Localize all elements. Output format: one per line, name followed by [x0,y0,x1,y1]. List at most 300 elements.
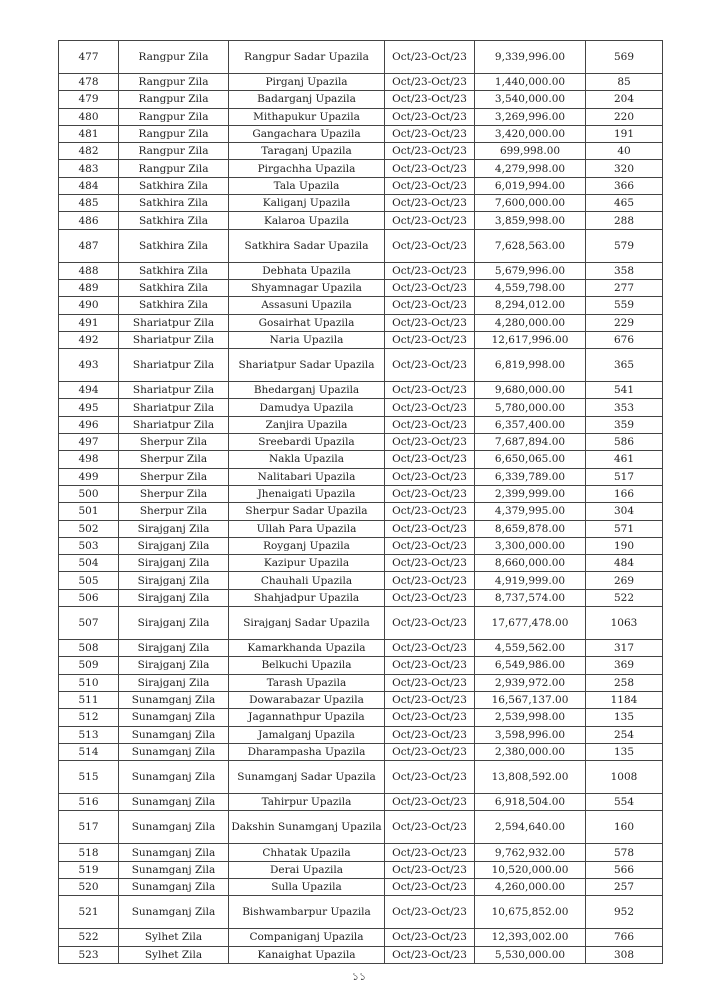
zila-cell: Satkhira Zila [119,262,229,279]
count-cell: 952 [586,896,663,929]
upazila-cell: Nalitabari Upazila [229,468,385,485]
table-row [59,657,663,674]
amount-cell: 4,379,995.00 [475,503,586,520]
count-cell: 269 [586,572,663,589]
table-row [59,555,663,572]
upazila-cell: Pirgachha Upazila [229,160,385,177]
table-row [59,349,663,382]
page-number: ১১ [351,970,367,983]
serial-cell: 487 [59,229,119,262]
upazila-cell: Chauhali Upazila [229,572,385,589]
table-body [59,41,663,964]
table-row [59,434,663,451]
zila-cell: Satkhira Zila [119,195,229,212]
zila-cell: Sirajganj Zila [119,640,229,657]
amount-cell: 10,675,852.00 [475,896,586,929]
count-cell: 579 [586,229,663,262]
count-cell: 229 [586,314,663,331]
period-cell: Oct/23-Oct/23 [385,709,475,726]
upazila-cell: Chhatak Upazila [229,844,385,861]
upazila-cell: Jhenaigati Upazila [229,485,385,502]
period-cell: Oct/23-Oct/23 [385,640,475,657]
amount-cell: 8,660,000.00 [475,555,586,572]
period-cell: Oct/23-Oct/23 [385,674,475,691]
amount-cell: 9,680,000.00 [475,382,586,399]
table-row [59,399,663,416]
serial-cell: 502 [59,520,119,537]
upazila-cell: Belkuchi Upazila [229,657,385,674]
amount-cell: 1,440,000.00 [475,74,586,91]
count-cell: 358 [586,262,663,279]
upazila-cell: Assasuni Upazila [229,297,385,314]
amount-cell: 8,737,574.00 [475,589,586,606]
table-row [59,743,663,760]
table-row [59,674,663,691]
period-cell: Oct/23-Oct/23 [385,416,475,433]
period-cell: Oct/23-Oct/23 [385,434,475,451]
period-cell: Oct/23-Oct/23 [385,811,475,844]
table-row [59,468,663,485]
upazila-cell: Tarash Upazila [229,674,385,691]
upazila-cell: Shyamnagar Upazila [229,279,385,296]
amount-cell: 3,269,996.00 [475,108,586,125]
upazila-cell: Sherpur Sadar Upazila [229,503,385,520]
serial-cell: 510 [59,674,119,691]
zila-cell: Shariatpur Zila [119,416,229,433]
amount-cell: 12,617,996.00 [475,331,586,348]
period-cell: Oct/23-Oct/23 [385,451,475,468]
upazila-cell: Zanjira Upazila [229,416,385,433]
table-row [59,811,663,844]
amount-cell: 5,780,000.00 [475,399,586,416]
period-cell: Oct/23-Oct/23 [385,657,475,674]
zila-cell: Satkhira Zila [119,279,229,296]
amount-cell: 4,279,998.00 [475,160,586,177]
serial-cell: 520 [59,878,119,895]
table-row [59,41,663,74]
upazila-cell: Royganj Upazila [229,537,385,554]
zila-cell: Sherpur Zila [119,451,229,468]
upazila-cell: Rangpur Sadar Upazila [229,41,385,74]
table-row [59,314,663,331]
zila-cell: Satkhira Zila [119,177,229,194]
amount-cell: 4,559,562.00 [475,640,586,657]
zila-cell: Sherpur Zila [119,434,229,451]
count-cell: 461 [586,451,663,468]
upazila-cell: Taraganj Upazila [229,143,385,160]
serial-cell: 516 [59,794,119,811]
zila-cell: Rangpur Zila [119,160,229,177]
upazila-cell: Satkhira Sadar Upazila [229,229,385,262]
table-row [59,262,663,279]
period-cell: Oct/23-Oct/23 [385,74,475,91]
amount-cell: 3,300,000.00 [475,537,586,554]
count-cell: 517 [586,468,663,485]
count-cell: 85 [586,74,663,91]
amount-cell: 2,399,999.00 [475,485,586,502]
upazila-cell: Shahjadpur Upazila [229,589,385,606]
table-row [59,794,663,811]
upazila-cell: Ullah Para Upazila [229,520,385,537]
count-cell: 365 [586,349,663,382]
amount-cell: 6,819,998.00 [475,349,586,382]
table-row [59,160,663,177]
zila-cell: Shariatpur Zila [119,399,229,416]
count-cell: 220 [586,108,663,125]
upazila-cell: Jamalganj Upazila [229,726,385,743]
table-row [59,589,663,606]
period-cell: Oct/23-Oct/23 [385,143,475,160]
table-row [59,572,663,589]
serial-cell: 519 [59,861,119,878]
table-row [59,331,663,348]
table-row [59,844,663,861]
table-row [59,279,663,296]
amount-cell: 7,687,894.00 [475,434,586,451]
table-row [59,761,663,794]
count-cell: 190 [586,537,663,554]
amount-cell: 6,549,986.00 [475,657,586,674]
count-cell: 676 [586,331,663,348]
zila-cell: Sylhet Zila [119,929,229,946]
zila-cell: Sirajganj Zila [119,589,229,606]
table-row [59,503,663,520]
table-row [59,125,663,142]
table-row [59,520,663,537]
amount-cell: 13,808,592.00 [475,761,586,794]
count-cell: 586 [586,434,663,451]
zila-cell: Sunamganj Zila [119,761,229,794]
zila-cell: Sherpur Zila [119,503,229,520]
count-cell: 1184 [586,691,663,708]
zila-cell: Shariatpur Zila [119,314,229,331]
upazila-cell: Tala Upazila [229,177,385,194]
zila-cell: Sunamganj Zila [119,811,229,844]
period-cell: Oct/23-Oct/23 [385,399,475,416]
period-cell: Oct/23-Oct/23 [385,691,475,708]
zila-cell: Sunamganj Zila [119,726,229,743]
serial-cell: 513 [59,726,119,743]
upazila-cell: Sulla Upazila [229,878,385,895]
upazila-cell: Mithapukur Upazila [229,108,385,125]
amount-cell: 3,540,000.00 [475,91,586,108]
period-cell: Oct/23-Oct/23 [385,160,475,177]
period-cell: Oct/23-Oct/23 [385,485,475,502]
count-cell: 308 [586,946,663,963]
upazila-cell: Companiganj Upazila [229,929,385,946]
serial-cell: 503 [59,537,119,554]
count-cell: 166 [586,485,663,502]
serial-cell: 482 [59,143,119,160]
count-cell: 766 [586,929,663,946]
period-cell: Oct/23-Oct/23 [385,946,475,963]
count-cell: 369 [586,657,663,674]
amount-cell: 8,294,012.00 [475,297,586,314]
upazila-cell: Pirganj Upazila [229,74,385,91]
period-cell: Oct/23-Oct/23 [385,589,475,606]
upazila-cell: Damudya Upazila [229,399,385,416]
amount-cell: 5,679,996.00 [475,262,586,279]
count-cell: 320 [586,160,663,177]
serial-cell: 483 [59,160,119,177]
zila-cell: Sirajganj Zila [119,520,229,537]
period-cell: Oct/23-Oct/23 [385,844,475,861]
table-row [59,896,663,929]
upazila-cell: Debhata Upazila [229,262,385,279]
zila-cell: Satkhira Zila [119,212,229,229]
upazila-cell: Shariatpur Sadar Upazila [229,349,385,382]
serial-cell: 509 [59,657,119,674]
serial-cell: 517 [59,811,119,844]
amount-cell: 3,420,000.00 [475,125,586,142]
count-cell: 40 [586,143,663,160]
table-row [59,861,663,878]
amount-cell: 7,628,563.00 [475,229,586,262]
period-cell: Oct/23-Oct/23 [385,41,475,74]
zila-cell: Shariatpur Zila [119,349,229,382]
count-cell: 554 [586,794,663,811]
zila-cell: Sirajganj Zila [119,555,229,572]
serial-cell: 478 [59,74,119,91]
period-cell: Oct/23-Oct/23 [385,503,475,520]
table-row [59,537,663,554]
count-cell: 277 [586,279,663,296]
table-row [59,108,663,125]
period-cell: Oct/23-Oct/23 [385,468,475,485]
upazila-cell: Bishwambarpur Upazila [229,896,385,929]
table-row [59,195,663,212]
table-row [59,607,663,640]
serial-cell: 504 [59,555,119,572]
table-row [59,177,663,194]
upazila-cell: Bhedarganj Upazila [229,382,385,399]
serial-cell: 506 [59,589,119,606]
serial-cell: 501 [59,503,119,520]
table-row [59,691,663,708]
period-cell: Oct/23-Oct/23 [385,108,475,125]
zila-cell: Rangpur Zila [119,125,229,142]
zila-cell: Sherpur Zila [119,485,229,502]
serial-cell: 492 [59,331,119,348]
serial-cell: 489 [59,279,119,296]
serial-cell: 494 [59,382,119,399]
amount-cell: 7,600,000.00 [475,195,586,212]
amount-cell: 6,019,994.00 [475,177,586,194]
zila-cell: Rangpur Zila [119,108,229,125]
count-cell: 258 [586,674,663,691]
zila-cell: Sirajganj Zila [119,572,229,589]
amount-cell: 2,539,998.00 [475,709,586,726]
count-cell: 160 [586,811,663,844]
count-cell: 191 [586,125,663,142]
serial-cell: 500 [59,485,119,502]
count-cell: 257 [586,878,663,895]
amount-cell: 6,650,065.00 [475,451,586,468]
upazila-cell: Kaliganj Upazila [229,195,385,212]
upazila-cell: Gosairhat Upazila [229,314,385,331]
table-row [59,485,663,502]
period-cell: Oct/23-Oct/23 [385,896,475,929]
table-row [59,946,663,963]
serial-cell: 481 [59,125,119,142]
upazila-cell: Dowarabazar Upazila [229,691,385,708]
upazila-cell: Kalaroa Upazila [229,212,385,229]
amount-cell: 16,567,137.00 [475,691,586,708]
zila-cell: Sirajganj Zila [119,674,229,691]
amount-cell: 4,260,000.00 [475,878,586,895]
upazila-cell: Jagannathpur Upazila [229,709,385,726]
amount-cell: 6,918,504.00 [475,794,586,811]
period-cell: Oct/23-Oct/23 [385,572,475,589]
amount-cell: 2,939,972.00 [475,674,586,691]
amount-cell: 4,559,798.00 [475,279,586,296]
amount-cell: 9,339,996.00 [475,41,586,74]
amount-cell: 3,598,996.00 [475,726,586,743]
count-cell: 571 [586,520,663,537]
period-cell: Oct/23-Oct/23 [385,125,475,142]
amount-cell: 6,357,400.00 [475,416,586,433]
count-cell: 1063 [586,607,663,640]
period-cell: Oct/23-Oct/23 [385,212,475,229]
serial-cell: 518 [59,844,119,861]
zila-cell: Sunamganj Zila [119,794,229,811]
period-cell: Oct/23-Oct/23 [385,537,475,554]
table-row [59,382,663,399]
count-cell: 317 [586,640,663,657]
upazila-cell: Badarganj Upazila [229,91,385,108]
serial-cell: 485 [59,195,119,212]
serial-cell: 488 [59,262,119,279]
count-cell: 559 [586,297,663,314]
zila-cell: Satkhira Zila [119,297,229,314]
period-cell: Oct/23-Oct/23 [385,314,475,331]
count-cell: 465 [586,195,663,212]
amount-cell: 9,762,932.00 [475,844,586,861]
serial-cell: 496 [59,416,119,433]
amount-cell: 4,280,000.00 [475,314,586,331]
zila-cell: Sunamganj Zila [119,691,229,708]
upazila-cell: Sunamganj Sadar Upazila [229,761,385,794]
zila-cell: Sirajganj Zila [119,537,229,554]
zila-cell: Sirajganj Zila [119,657,229,674]
zila-cell: Rangpur Zila [119,143,229,160]
count-cell: 522 [586,589,663,606]
zila-cell: Rangpur Zila [119,91,229,108]
table-row [59,929,663,946]
amount-cell: 5,530,000.00 [475,946,586,963]
period-cell: Oct/23-Oct/23 [385,297,475,314]
upazila-cell: Kazipur Upazila [229,555,385,572]
count-cell: 569 [586,41,663,74]
period-cell: Oct/23-Oct/23 [385,177,475,194]
count-cell: 541 [586,382,663,399]
period-cell: Oct/23-Oct/23 [385,929,475,946]
table-row [59,212,663,229]
serial-cell: 499 [59,468,119,485]
period-cell: Oct/23-Oct/23 [385,861,475,878]
upazila-cell: Tahirpur Upazila [229,794,385,811]
upazila-cell: Gangachara Upazila [229,125,385,142]
amount-cell: 17,677,478.00 [475,607,586,640]
period-cell: Oct/23-Oct/23 [385,262,475,279]
period-cell: Oct/23-Oct/23 [385,743,475,760]
zila-cell: Sunamganj Zila [119,896,229,929]
period-cell: Oct/23-Oct/23 [385,878,475,895]
period-cell: Oct/23-Oct/23 [385,91,475,108]
serial-cell: 491 [59,314,119,331]
serial-cell: 515 [59,761,119,794]
period-cell: Oct/23-Oct/23 [385,331,475,348]
period-cell: Oct/23-Oct/23 [385,279,475,296]
table-row [59,416,663,433]
amount-cell: 12,393,002.00 [475,929,586,946]
upazila-cell: Dakshin Sunamganj Upazila [229,811,385,844]
period-cell: Oct/23-Oct/23 [385,607,475,640]
table-row [59,91,663,108]
period-cell: Oct/23-Oct/23 [385,555,475,572]
zila-cell: Sherpur Zila [119,468,229,485]
zila-cell: Sirajganj Zila [119,607,229,640]
period-cell: Oct/23-Oct/23 [385,349,475,382]
table-row [59,451,663,468]
serial-cell: 484 [59,177,119,194]
amount-cell: 699,998.00 [475,143,586,160]
count-cell: 304 [586,503,663,520]
serial-cell: 493 [59,349,119,382]
amount-cell: 2,594,640.00 [475,811,586,844]
zila-cell: Sunamganj Zila [119,743,229,760]
serial-cell: 521 [59,896,119,929]
serial-cell: 514 [59,743,119,760]
zila-cell: Sunamganj Zila [119,844,229,861]
table-row [59,143,663,160]
zila-cell: Satkhira Zila [119,229,229,262]
serial-cell: 480 [59,108,119,125]
period-cell: Oct/23-Oct/23 [385,726,475,743]
table-row [59,74,663,91]
serial-cell: 486 [59,212,119,229]
serial-cell: 522 [59,929,119,946]
amount-cell: 6,339,789.00 [475,468,586,485]
zila-cell: Sunamganj Zila [119,878,229,895]
upazila-cell: Sreebardi Upazila [229,434,385,451]
count-cell: 353 [586,399,663,416]
serial-cell: 495 [59,399,119,416]
serial-cell: 523 [59,946,119,963]
count-cell: 484 [586,555,663,572]
zila-cell: Sunamganj Zila [119,861,229,878]
serial-cell: 477 [59,41,119,74]
period-cell: Oct/23-Oct/23 [385,761,475,794]
period-cell: Oct/23-Oct/23 [385,794,475,811]
count-cell: 578 [586,844,663,861]
table-row [59,297,663,314]
serial-cell: 498 [59,451,119,468]
serial-cell: 511 [59,691,119,708]
count-cell: 135 [586,743,663,760]
upazila-cell: Derai Upazila [229,861,385,878]
upazila-table [58,40,663,964]
table-row [59,726,663,743]
serial-cell: 479 [59,91,119,108]
zila-cell: Shariatpur Zila [119,331,229,348]
amount-cell: 10,520,000.00 [475,861,586,878]
table-row [59,709,663,726]
period-cell: Oct/23-Oct/23 [385,229,475,262]
period-cell: Oct/23-Oct/23 [385,520,475,537]
count-cell: 204 [586,91,663,108]
zila-cell: Rangpur Zila [119,74,229,91]
